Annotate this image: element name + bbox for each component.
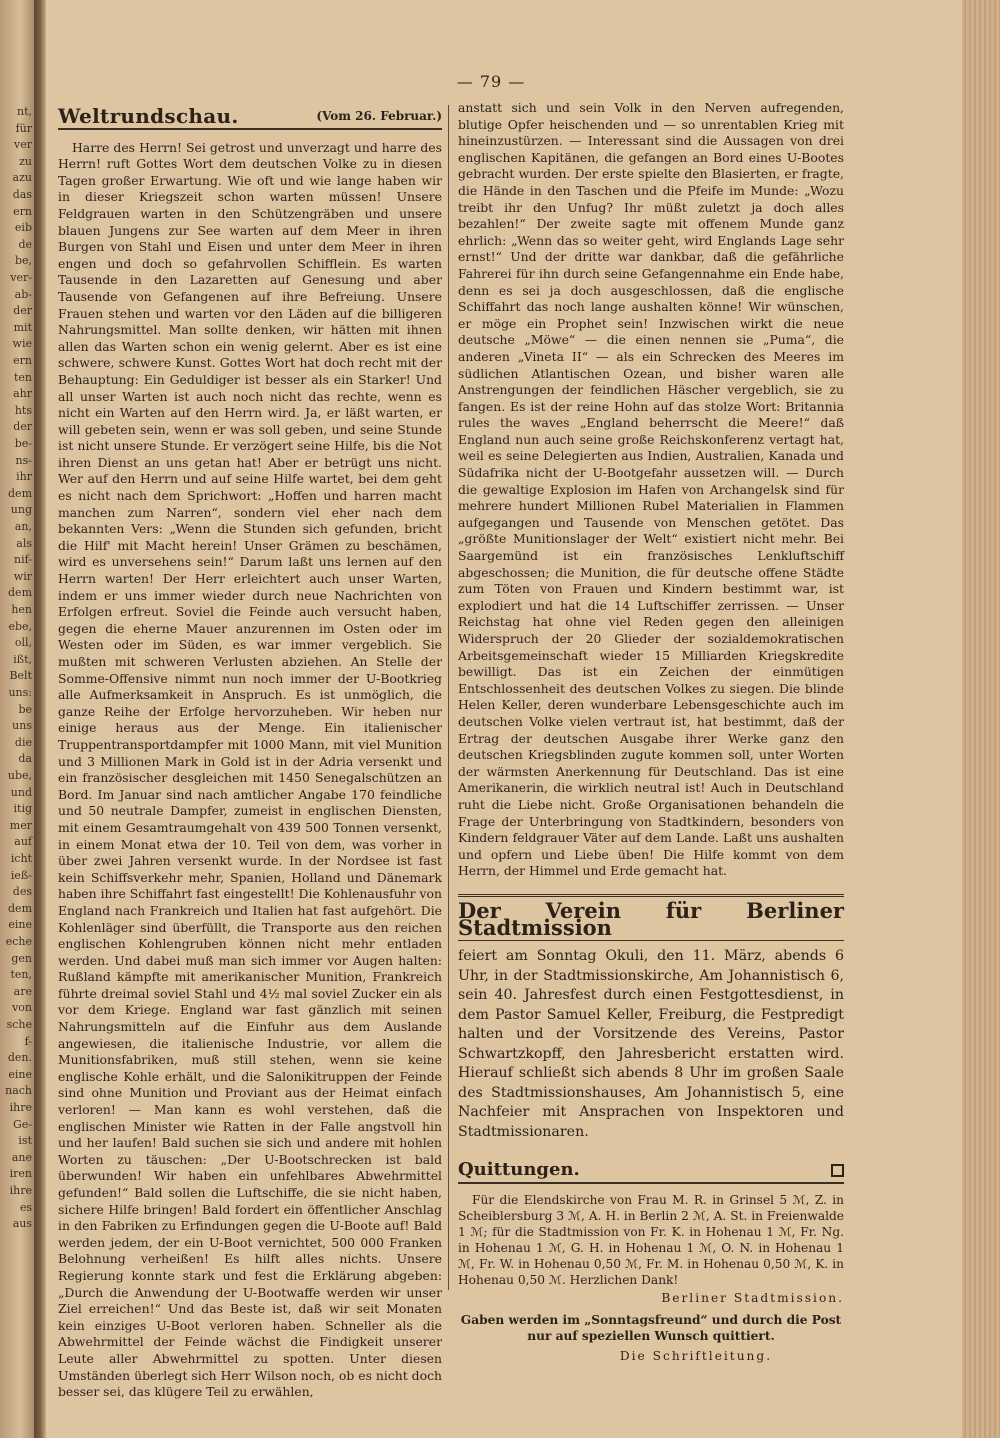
left-page-fragment: eine (8, 1067, 32, 1081)
page-number: — 79 — (456, 72, 526, 91)
left-page-fragment: be, (14, 254, 32, 268)
quittungen-note: Gaben werden im „Sonntagsfreund“ und durch die Post nur auf speziellen Wunsch quittiert. (460, 1312, 842, 1343)
left-page-fragment: iren (9, 1167, 32, 1181)
column-divider (448, 105, 449, 1290)
page-stack-edge (962, 0, 1000, 1438)
left-page-fragment: ane (11, 1150, 32, 1164)
left-page-fragment: f- (24, 1034, 32, 1048)
left-page-fragment: Belt (9, 669, 32, 683)
quittungen-text: Für die Elendskirche von Frau M. R. in Grinsel 5 ℳ, Z. in Scheiblersburg 3 ℳ, A. H. in Berlin 2 ℳ, A. St. in Freienwalde 1 ℳ; für die Stadtmission von Fr. K. in Hohenau 1 ℳ, Fr. Ng. in Hohenau 1 ℳ, G. H. in Hohenau 1 ℳ, O. N. in Hohenau 1 ℳ, Fr. W. in Hohenau 0,50 ℳ, Fr. M. in Hohenau 0,50 ℳ, K. in Hohenau 0,50 ℳ. Herzlichen Dank! (458, 1192, 844, 1287)
weltrundschau-header (58, 104, 442, 130)
left-page-fragment: uns: (8, 686, 32, 699)
left-page-fragment: da (18, 752, 32, 766)
left-page-margin (0, 0, 34, 1438)
left-page-fragment: ube, (7, 769, 32, 782)
left-page-fragment: zu (19, 154, 32, 168)
left-page-fragment: wir (13, 569, 32, 583)
left-page-fragment: be- (14, 437, 32, 450)
left-page-fragment: ver (14, 138, 32, 152)
square-icon (831, 1164, 844, 1177)
left-page-fragment: ver- (10, 271, 32, 284)
left-page-fragment: Ge- (12, 1117, 32, 1131)
left-page-fragment: nif- (14, 553, 32, 567)
left-page-fragment: für (15, 121, 32, 135)
quittungen-header (458, 1159, 844, 1184)
left-page-fragment: wie (12, 337, 32, 351)
right-column (458, 100, 844, 1364)
left-page-fragment: de (18, 237, 32, 251)
newspaper-page (46, 0, 962, 1438)
quittungen-signature: Berliner Stadtmission. (661, 1290, 844, 1305)
left-page-fragment: uns (12, 719, 32, 733)
left-page-fragment: nt, (16, 105, 32, 118)
left-page-fragment: sche (6, 1018, 32, 1031)
left-page-fragment: azu (12, 171, 32, 185)
left-page-fragment: ns- (15, 453, 32, 467)
left-page-fragment: icht (10, 852, 32, 865)
quittungen-title: Quittungen. (458, 1159, 580, 1181)
left-page-fragment: eib (14, 221, 32, 235)
left-page-fragment: mit (13, 320, 32, 334)
left-page-fragment: aus (12, 1217, 32, 1231)
quittungen-editor: Die Schriftleitung. (619, 1348, 773, 1363)
left-page-fragment: ahr (13, 387, 32, 401)
left-page-fragment: auf (14, 835, 32, 849)
left-page-fragment: an, (14, 520, 32, 533)
weltrundschau-text-left: Harre des Herrn! Sei getrost und unverzagt und harre des Herrn! ruft Gottes Wort dem deutschen Volke zu in diesen Tagen großer Erwartung. Wie oft und wie lange haben wir in dieser Kriegszeit schon warten müssen! Unsere Feldgrauen warten in den Schützengräben und unsere blauen Jungens zur See warten auf dem Meer in ihren Burgen von Stahl und Eisen und unter dem Meer in ihren engen und doch so gefahrvollen Schifflein. Es warten Tausende in den Lazaretten auf Genesung und aber Tausende von Gefangenen auf ihre Befreiung. Unsere Frauen stehen und warten vor den Läden auf die billigeren Nahrungsmittel. Man sollte denken, wir hätten mit ihnen allen das Warten schon ein wenig gelernt. Aber es ist eine schwere, schwere Kunst. Gottes Wort hat doch recht mit der Behauptung: Ein Geduldiger ist besser als ein Starker! Und all unser Warten ist auch noch nicht das rechte, wenn es nicht ein Warten auf den Herrn wird. Ja, er läßt warten, er will gebeten sein, wenn er was soll geben, und seine Stunde ist nicht unsere Stunde. Er verzögert seine Hilfe, bis die Not ihren Dienst an uns getan hat! Aber er betrügt uns nicht. Wer auf den Herrn und auf seine Hilfe wartet, bei dem geht es nicht nach dem Sprichwort: „Hoffen und harren macht manchen zum Narren“, sondern viel eher nach dem bekannten Vers: „Wenn die Stunden sich gefunden, bricht die Hilf' mit Macht herein! Unser Grämen zu beschämen, wird es unversehens sein!“ Darum laßt uns lernen auf den Herrn warten! Der Herr erleichtert auch unser Warten, indem er uns immer wieder durch neue Nachrichten von Erfolgen erfreut. Soviel die Feinde auch versucht haben, gegen die eherne Mauer anzurennen im Osten oder im Westen oder im Süden, es war immer vergeblich. Sie mußten mit schweren Verlusten abziehen. An Stelle der Somme-Offensive nimmt nun noch immer der U-Bootkrieg alle Aufmerksamkeit in Anspruch. Es ist unmöglich, die ganze Reihe der Erfolge hervorzuheben. Wir heben nur einige heraus aus der Menge. Ein italienischer Truppentransportdampfer mit 1000 Mann, mit viel Munition und 3 Millionen Mark in Gold ist in der Adria versenkt und ein französischer desgleichen mit 1450 Senegalschützen an Bord. Im Januar sind nach amtlicher Angabe 170 feindliche und 50 neutrale Dampfer, zumeist in englischen Diensten, mit einem Gesamtraumgehalt von 439 500 Tonnen versenkt, in einem Monat etwa der 10. Teil von dem, was vorher in über zwei Jahren versenkt wurde. In der Nordsee ist fast kein Schiffsverkehr mehr, Spanien, Holland und Dänemark haben ihre Schiffahrt fast eingestellt! Die Kohlenausfuhr von England nach Frankreich und Italien hat fast aufgehört. Die Kohlenläger sind überfüllt, die Transporte aus den reichen englischen Kohlengruben können nicht mehr entladen werden. Und dabei muß man sich immer vor Augen halten: Rußland kämpfte mit amerikanischer Munition, Frankreich führte dreimal soviel Stahl und 4½ mal soviel Zucker ein als vor dem Kriege. England war fast gänzlich mit seinen Nahrungsmitteln auf die Einfuhr aus dem Auslande angewiesen, die italienische Industrie, vor allem die Munitionsfabriken, muß still stehen, wenn sie keine englische Kohle erhält, und die Salonikitruppen der Feinde sind ohne Munition und Proviant aus der Heimat einfach verloren! — Man kann es wohl verstehen, daß die englischen Minister wie Ratten in der Falle angstvoll hin und her laufen! Bald suchen sie sich und andere mit hohlen Worten zu täuschen: „Der U-Bootschrecken ist bald überwunden! Wir haben ein unfehlbares Abwehrmittel gefunden!“ Bald sollen die Luftschiffe, die sie nicht haben, sichere Hilfe bringen! Bald fordert ein öffentlicher Anschlag in den Fabriken zu Erfindungen gegen die U-Boote auf! Bald werden jedem, der ein U-Boot vernichtet, 500 000 Franken Belohnung verheißen! Es hilft alles nichts. Unsere Regierung konnte stark und fest die Erklärung abgeben: „Durch die Anwendung der U-Bootwaffe werden wir unser Ziel erreichen!“ Und das Beste ist, daß wir seit Monaten kein einziges U-Boot verloren haben. Schneller als die Abwehrmittel der Feinde wächst die Findigkeit unserer Leute aller Abwehrmittel zu spotten. Unter diesen Umständen überlegt sich Herr Wilson noch, ob es nicht doch besser sei, das klügere Teil zu erwählen, (58, 139, 442, 1400)
left-page-fragment: ten (13, 370, 32, 384)
left-page-fragment: be (18, 702, 32, 716)
left-page-fragment: hts (14, 403, 32, 417)
left-page-fragment: eche (5, 935, 32, 948)
left-page-fragment: der (13, 304, 32, 318)
left-page-fragment: als (16, 536, 32, 550)
left-page-fragment: gen (11, 951, 32, 965)
left-page-fragment: dem (8, 901, 32, 915)
left-page-fragment: ern (13, 354, 32, 367)
left-page-fragment: der (13, 420, 32, 434)
left-page-fragment: nach (5, 1084, 32, 1098)
left-page-fragment: die (14, 735, 32, 749)
left-page-fragment: das (12, 188, 32, 201)
left-page-fragment: ern (13, 204, 32, 218)
weltrundschau-title: Weltrundschau. (58, 104, 239, 128)
quittungen-body (458, 1192, 844, 1364)
left-page-fragment: den. (7, 1051, 32, 1065)
left-page-fragment: ten, (10, 968, 32, 982)
left-page-fragment: itig (13, 802, 32, 816)
left-page-fragment: ab- (14, 287, 32, 301)
left-page-fragment: eine (8, 918, 32, 932)
book-gutter (34, 0, 46, 1438)
left-page-fragment: oll, (14, 636, 32, 650)
left-column (58, 100, 442, 1401)
stadtmission-notice (458, 894, 844, 1142)
stadtmission-title: Der Verein für Berliner Stadtmission (458, 897, 844, 940)
left-page-fragment: ung (10, 503, 32, 517)
left-page-fragment: mer (9, 818, 32, 832)
stadtmission-text: feiert am Sonntag Okuli, den 11. März, abends 6 Uhr, in der Stadtmissionskirche, Am Johannistisch 6, sein 40. Jahresfest durch einen Festgottesdienst, in dem Pastor Samuel Keller, Freiburg, die Festpredigt halten und der Vorsitzende des Vereins, Pastor Schwartzkopff, den Jahresbericht erstatten wird. Hierauf schließt sich abends 8 Uhr im großen Saale des Stadtmissionshauses, Am Johannistisch 5, eine Nachfeier mit Ansprachen von Inspektoren und Stadtmissionaren. (458, 948, 844, 1140)
left-page-fragment: ißt, (13, 652, 32, 666)
left-page-fragment: ihre (9, 1101, 32, 1114)
left-page-fragment: des (12, 885, 32, 899)
left-page-fragment: und (10, 785, 32, 799)
left-page-fragment: ieß- (10, 868, 32, 882)
left-page-fragment: dem (8, 486, 32, 500)
left-page-fragment: ebe, (8, 619, 32, 633)
left-page-fragment: von (12, 1001, 32, 1015)
weltrundschau-text-right: anstatt sich und sein Volk in den Nerven aufregenden, blutige Opfer heischenden und — so unrentablen Krieg mit hineinzustürzen. — Interessant sind die Aussagen von drei englischen Kapitänen, die gefangen an Bord eines U-Bootes gebracht wurden. Der erste spielte den Blasierten, er fragte, die Hände in den Taschen und die Pfeife im Munde: „Wozu treibt ihr den Unfug? Ihr müßt zuletzt ja doch alles bezahlen!“ Der zweite sagte mit offenem Munde ganz ehrlich: „Wenn das so weiter geht, wird Englands Lage sehr ernst!“ Und der dritte war dankbar, daß die gefährliche Fahrerei für ihn durch seine Gefangennahme ein Ende habe, denn es sei ja doch ausgeschlossen, daß die englische Schiffahrt das noch lange aushalten könne! Wir wünschen, er möge ein Prophet sein! Inzwischen wirkt die neue deutsche „Möwe“ — die einen nennen sie „Puma“, die anderen „Vineta II“ — als ein Schrecken des Meeres im südlichen Atlantischen Ozean, und bisher waren alle Anstrengungen der feindlichen Häscher vergeblich, sie zu fangen. Es ist der reine Hohn auf das stolze Wort: Britannia rules the waves „England beherrscht die Meere!“ daß England nun auch seine große Reichskonferenz vertagt hat, weil es seine Delegierten aus Indien, Australien, Kanada und Südafrika nicht der U-Bootgefahr aussetzen will. — Durch die gewaltige Explosion im Hafen von Archangelsk sind für mehrere hundert Millionen Rubel Materialien in Flammen aufgegangen und Tausende von Menschen getötet. Das „größte Munitionslager der Welt“ existiert nicht mehr. Bei Saargemünd ist ein französisches Lenkluftschiff abgeschossen; die Munition, die für deutsche offene Städte zum Töten von Frauen und Kindern bestimmt war, ist explodiert und hat die 14 Luftschiffer zerrissen. — Unser Reichstag hat ohne viel Reden gegen den alleinigen Widerspruch der 20 Glieder der sozialdemokratischen Arbeitsgemeinschaft wieder 15 Milliarden Kriegskredite bewilligt. Das ist ein Zeichen der einmütigen Entschlossenheit des deutschen Volkes zu siegen. Die blinde Helen Keller, deren wunderbare Lebensgeschichte auch im deutschen Volke vielen vertraut ist, hat bestimmt, daß der Ertrag der deutschen Ausgabe ihrer Werke ganz den deutschen Kriegsblinden zugute kommen soll, unter Worten der wärmsten Anerkennung für Deutschland. Das ist eine Amerikanerin, die wirklich neutral ist! Auch in Deutschland ruht die Liebe nicht. Große Organisationen behandeln die Frage der Unterbringung von Stadtkindern, besonders von Kindern feldgrauer Väter auf dem Lande. Laßt uns aushalten und opfern und Liebe üben! Die Hilfe kommt von dem Herrn, der Himmel und Erde gemacht hat. (458, 100, 844, 879)
left-page-fragment: ist (18, 1134, 32, 1148)
left-page-fragment: are (13, 984, 32, 998)
left-page-fragment: es (19, 1200, 32, 1214)
left-page-fragment: dem (8, 586, 32, 600)
left-page-fragment: ihr (16, 470, 32, 484)
left-page-fragment: ihre (9, 1184, 32, 1197)
weltrundschau-date: (Vom 26. Februar.) (316, 109, 442, 123)
left-page-fragment: hen (11, 603, 32, 616)
